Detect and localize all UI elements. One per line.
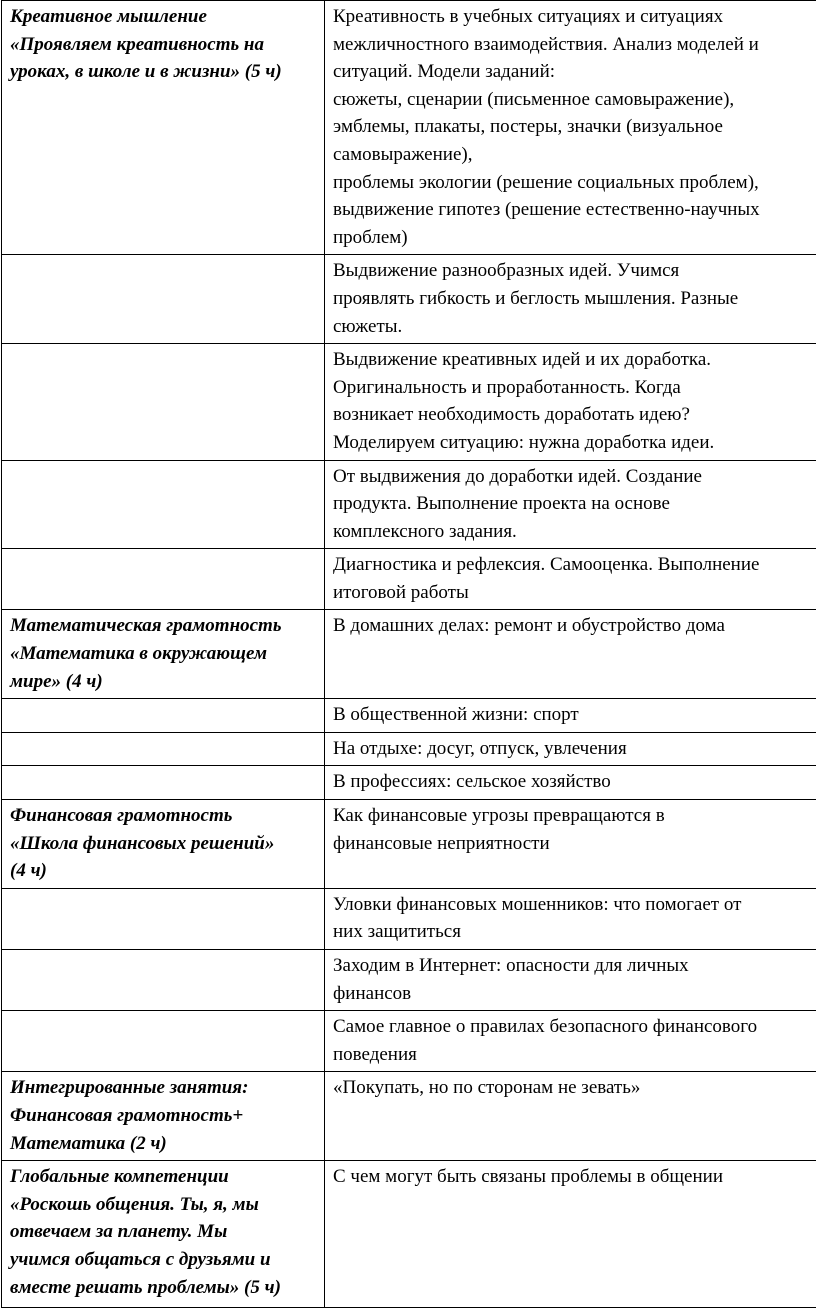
topic-text-line: проблем) [333,224,816,252]
module-cell [2,888,325,949]
table-row [2,344,816,460]
module-cell [2,950,325,1011]
topic-cell [325,344,816,460]
module-title-line: Математическая грамотность [10,612,316,640]
topic-text-line: Заходим в Интернет: опасности для личных [333,952,816,980]
module-title-line: Глобальные компетенции [10,1163,316,1191]
module-cell [2,460,325,549]
topic-cell [325,766,816,800]
module-title-line: Интегрированные занятия: [10,1074,316,1102]
module-title-line: (4 ч) [10,857,316,885]
table-row [2,1011,816,1072]
topic-cell [325,1,816,255]
module-cell [2,549,325,610]
module-title-line: Финансовая грамотность+ [10,1102,316,1130]
topic-cell [325,950,816,1011]
table-row [2,732,816,766]
topic-text-line: проблемы экологии (решение социальных проблем), [333,169,816,197]
module-cell [2,1011,325,1072]
topic-text-line: Как финансовые угрозы превращаются в [333,802,816,830]
topic-text-line: комплексного задания. [333,518,816,546]
module-title-line: Финансовая грамотность [10,802,316,830]
topic-text-line: Уловки финансовых мошенников: что помогает от [333,891,816,919]
topic-text-line: межличностного взаимодействия. Анализ моделей и [333,31,816,59]
topic-text-line: В общественной жизни: спорт [333,701,816,729]
topic-cell [325,800,816,889]
module-title-line: мире» (4 ч) [10,668,316,696]
topic-cell [325,1011,816,1072]
table-row [2,766,816,800]
module-title-line: «Школа финансовых решений» [10,830,316,858]
module-title-line: учимся общаться с друзьями и [10,1246,316,1274]
table-row [2,460,816,549]
table-row [2,1072,816,1161]
topic-text-line: Самое главное о правилах безопасного финансового [333,1013,816,1041]
topic-text-line: От выдвижения до доработки идей. Создание [333,463,816,491]
topic-cell [325,699,816,733]
topic-text-line: Оригинальность и проработанность. Когда [333,374,816,402]
module-cell [2,1072,325,1161]
topic-cell [325,549,816,610]
topic-cell [325,610,816,699]
topic-cell [325,1161,816,1308]
topic-text-line: поведения [333,1041,816,1069]
topic-text-line: Выдвижение разнообразных идей. Учимся [333,257,816,285]
topic-text-line: возникает необходимость доработать идею? [333,401,816,429]
curriculum-table [1,0,816,1308]
topic-text-line: Диагностика и рефлексия. Самооценка. Выполнение [333,551,816,579]
module-cell [2,1,325,255]
topic-text-line: выдвижение гипотез (решение естественно-научных [333,196,816,224]
module-cell [2,1161,325,1308]
topic-cell [325,1072,816,1161]
module-cell [2,732,325,766]
topic-cell [325,255,816,344]
module-cell [2,344,325,460]
module-cell [2,766,325,800]
module-title-line: «Роскошь общения. Ты, я, мы [10,1191,316,1219]
topic-text-line: ситуаций. Модели заданий: [333,58,816,86]
topic-text-line: финансовые неприятности [333,830,816,858]
table-row [2,255,816,344]
topic-cell [325,888,816,949]
topic-text-line: Моделируем ситуацию: нужна доработка идеи. [333,429,816,457]
topic-text-line: самовыражение), [333,141,816,169]
topic-text-line: В профессиях: сельское хозяйство [333,768,816,796]
module-cell [2,800,325,889]
module-title-line: Математика (2 ч) [10,1130,316,1158]
table-body [2,1,816,1308]
topic-text-line: Выдвижение креативных идей и их доработка. [333,346,816,374]
topic-text-line: проявлять гибкость и беглость мышления. Разные [333,285,816,313]
module-title-line: Креативное мышление [10,3,316,31]
topic-cell [325,732,816,766]
table-row [2,699,816,733]
topic-text-line: эмблемы, плакаты, постеры, значки (визуальное [333,113,816,141]
topic-text-line: С чем могут быть связаны проблемы в общении [333,1163,816,1191]
module-title-line: вместе решать проблемы» (5 ч) [10,1274,316,1302]
topic-text-line: На отдыхе: досуг, отпуск, увлечения [333,735,816,763]
topic-text-line: продукта. Выполнение проекта на основе [333,490,816,518]
topic-text-line: «Покупать, но по сторонам не зевать» [333,1074,816,1102]
module-cell [2,610,325,699]
topic-cell [325,460,816,549]
topic-text-line: итоговой работы [333,579,816,607]
table-row [2,800,816,889]
module-title-line: «Математика в окружающем [10,640,316,668]
topic-text-line: финансов [333,980,816,1008]
module-title-line: «Проявляем креативность на [10,31,316,59]
module-cell [2,255,325,344]
table-row [2,549,816,610]
table-row [2,1161,816,1308]
topic-text-line: сюжеты, сценарии (письменное самовыражение), [333,86,816,114]
table-row [2,888,816,949]
module-title-line: уроках, в школе и в жизни» (5 ч) [10,58,316,86]
topic-text-line: сюжеты. [333,313,816,341]
table-row [2,610,816,699]
module-cell [2,699,325,733]
topic-text-line: В домашних делах: ремонт и обустройство дома [333,612,816,640]
topic-text-line: них защититься [333,918,816,946]
table-row [2,1,816,255]
table-row [2,950,816,1011]
module-title-line: отвечаем за планету. Мы [10,1218,316,1246]
topic-text-line: Креативность в учебных ситуациях и ситуациях [333,3,816,31]
